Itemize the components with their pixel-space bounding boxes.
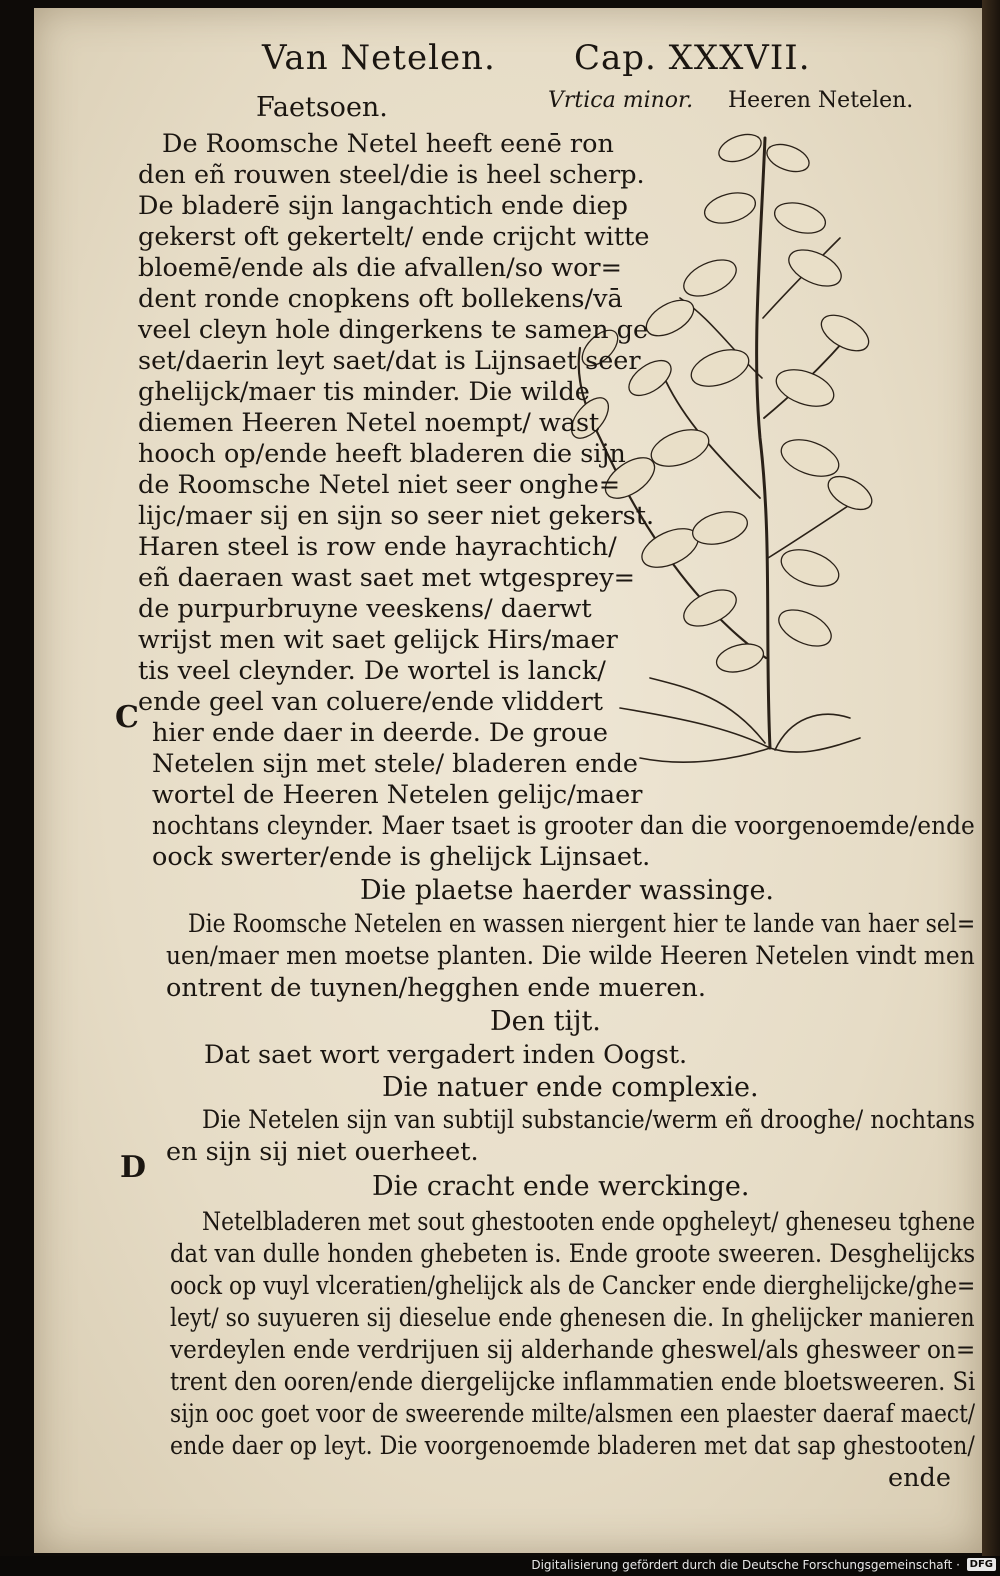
running-title-chapter: Cap. XXXVII.: [574, 38, 811, 78]
text-line: ontrent de tuynen/hegghen ende mueren.: [166, 973, 706, 1003]
text-line: trent den ooren/ende diergelijcke inflammatien ende bloetsweeren. Si: [170, 1367, 976, 1397]
heading-cracht: Die cracht ende werckinge.: [372, 1171, 750, 1202]
text-line: eñ daeraen wast saet met wtgesprey=: [138, 563, 636, 593]
text-line: ende daer op leyt. Die voorgenoemde bladeren met dat sap ghestooten/: [170, 1431, 975, 1461]
heading-natuer: Die natuer ende complexie.: [382, 1072, 759, 1103]
text-line: hier ende daer in deerde. De groue: [152, 718, 608, 748]
text-line: wrijst men wit saet gelijck Hirs/maer: [138, 625, 618, 655]
text-line: bloemē/ende als die afvallen/so wor=: [138, 253, 622, 283]
text-line: de purpurbruyne veeskens/ daerwt: [138, 594, 592, 624]
margin-letter-c: C: [115, 700, 139, 735]
text-line: en sijn sij niet ouerheet.: [166, 1137, 479, 1167]
text-line: gekerst oft gekertelt/ ende crijcht witte: [138, 222, 650, 252]
text-line: nochtans cleynder. Maer tsaet is grooter dan die voorgenoemde/ende: [152, 811, 975, 841]
figure-caption-latin: Vrtica minor.: [548, 88, 694, 113]
figure-caption-vernacular: Heeren Netelen.: [728, 88, 914, 113]
text-line: Dat saet wort vergadert inden Oogst.: [204, 1040, 688, 1070]
section-heading-faetsoen: Faetsoen.: [256, 92, 388, 123]
text-line: de Roomsche Netel niet seer onghe=: [138, 470, 621, 500]
text-line: sijn ooc goet voor de sweerende milte/alsmen een plaester daeraf maect/: [170, 1399, 976, 1429]
text-line: dent ronde cnopkens oft bollekens/vā: [138, 284, 623, 314]
text-line: hooch op/ende heeft bladeren die sijn: [138, 439, 626, 469]
text-line: Die Roomsche Netelen en wassen niergent hier te lande van haer sel=: [188, 909, 976, 939]
text-line: De Roomsche Netel heeft eenē ron: [162, 129, 614, 159]
text-line: De bladerē sijn langachtich ende diep: [138, 191, 628, 221]
text-line: oock op vuyl vlceratien/ghelijck als de Cancker ende dierghelijcke/ghe=: [170, 1271, 976, 1301]
heading-tijt: Den tijt.: [490, 1006, 601, 1037]
text-line: diemen Heeren Netel noempt/ wast: [138, 408, 600, 438]
text-line: leyt/ so suyueren sij dieselue ende ghenesen die. In ghelijcker manieren: [170, 1303, 975, 1333]
text-line: oock swerter/ende is ghelijck Lijnsaet.: [152, 842, 651, 872]
running-title-left: Van Netelen.: [262, 38, 496, 78]
text-line: tis veel cleynder. De wortel is lanck/: [138, 656, 606, 686]
text-line: ghelijck/maer tis minder. Die wilde: [138, 377, 590, 407]
dfg-logo: DFG: [967, 1558, 996, 1571]
text-line: set/daerin leyt saet/dat is Lijnsaet seer: [138, 346, 641, 376]
book-edge: [982, 0, 1000, 1556]
text-line: uen/maer men moetse planten. Die wilde Heeren Netelen vindt men: [166, 941, 975, 971]
text-line: Netelbladeren met sout ghestooten ende opgheleyt/ gheneseu tghene: [202, 1207, 976, 1237]
text-line: ende geel van coluere/ende vliddert: [138, 687, 604, 717]
text-line: dat van dulle honden ghebeten is. Ende groote sweeren. Desghelijcks: [170, 1239, 976, 1269]
text-line: Die Netelen sijn van subtijl substancie/werm eñ drooghe/ nochtans: [202, 1105, 976, 1135]
text-line: Netelen sijn met stele/ bladeren ende: [152, 749, 639, 779]
text-line: lijc/maer sij en sijn so seer niet gekerst.: [138, 501, 655, 531]
text-line: veel cleyn hole dingerkens te samen ge: [138, 315, 649, 345]
funding-credit: Digitalisierung gefördert durch die Deutsche Forschungsgemeinschaft ·: [531, 1558, 960, 1572]
text-line: verdeylen ende verdrijuen sij alderhande gheswel/als ghesweer on=: [170, 1335, 976, 1365]
catchword: ende: [888, 1463, 951, 1493]
text-line: den eñ rouwen steel/die is heel scherp.: [138, 160, 645, 190]
text-line: Haren steel is row ende hayrachtich/: [138, 532, 617, 562]
text-line: wortel de Heeren Netelen gelijc/maer: [152, 780, 643, 810]
margin-letter-d: D: [120, 1150, 147, 1185]
heading-plaetse: Die plaetse haerder wassinge.: [360, 875, 775, 906]
